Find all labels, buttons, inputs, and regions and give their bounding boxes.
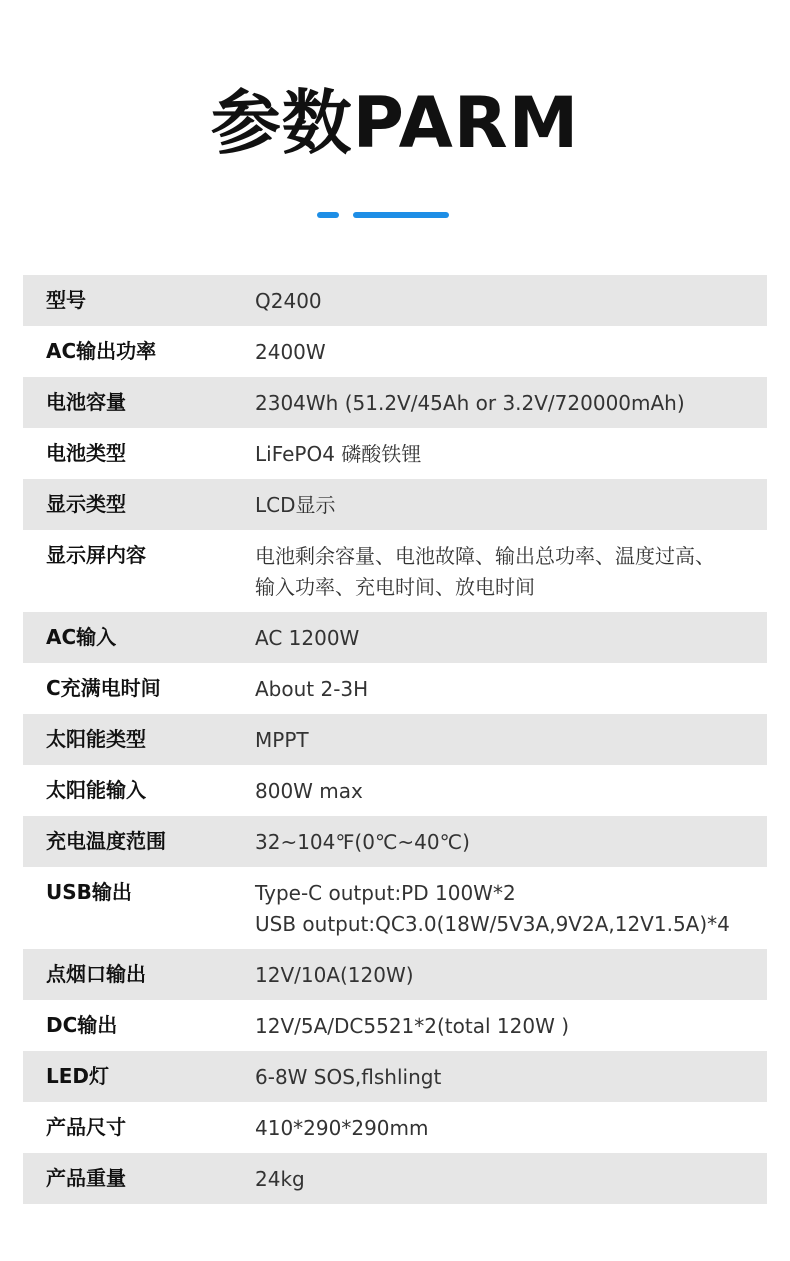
spec-row [23, 326, 767, 377]
spec-row [23, 714, 767, 765]
title-accent-long [353, 212, 449, 218]
spec-row [23, 816, 767, 867]
title-accent-short [317, 212, 339, 218]
spec-row [23, 1102, 767, 1153]
spec-label: 太阳能输入 [46, 778, 146, 802]
spec-value [255, 337, 767, 368]
spec-row [23, 479, 767, 530]
spec-label: DC输出 [46, 1013, 118, 1037]
spec-label: USB输出 [46, 880, 132, 904]
spec-value-line: LCD显示 [255, 493, 336, 517]
spec-value [255, 1011, 767, 1042]
spec-row [23, 530, 767, 612]
page-title: 参数PARM [210, 82, 580, 164]
spec-value-line: 输入功率、充电时间、放电时间 [255, 575, 535, 599]
spec-label: 太阳能类型 [46, 727, 146, 751]
spec-value [255, 960, 767, 991]
spec-row [23, 867, 767, 949]
spec-value [255, 388, 767, 419]
spec-value [255, 490, 767, 521]
spec-value [255, 623, 767, 654]
spec-value-line: MPPT [255, 728, 309, 752]
spec-label: 产品尺寸 [46, 1115, 126, 1139]
spec-label: C充满电时间 [46, 676, 161, 700]
spec-value [255, 439, 767, 470]
spec-value-line: 410*290*290mm [255, 1116, 429, 1140]
spec-label: 充电温度范围 [46, 829, 166, 853]
spec-label: 电池容量 [46, 390, 126, 414]
spec-value-line: 12V/5A/DC5521*2(total 120W ) [255, 1014, 570, 1038]
spec-row [23, 377, 767, 428]
spec-row [23, 1153, 767, 1204]
spec-value [255, 1164, 767, 1195]
spec-value-line: 12V/10A(120W) [255, 963, 414, 987]
spec-value [255, 1062, 767, 1093]
spec-label: 产品重量 [46, 1166, 126, 1190]
spec-label: 显示类型 [46, 492, 126, 516]
spec-row [23, 949, 767, 1000]
spec-row [23, 1051, 767, 1102]
spec-value-line: 6-8W SOS,flshlingt [255, 1065, 442, 1089]
spec-value-line: 32~104℉(0℃~40℃) [255, 830, 470, 854]
spec-value [255, 725, 767, 756]
spec-row [23, 663, 767, 714]
spec-label: AC输出功率 [46, 339, 157, 363]
spec-value-line: 24kg [255, 1167, 305, 1191]
spec-row [23, 275, 767, 326]
spec-value-line: USB output:QC3.0(18W/5V3A,9V2A,12V1.5A)*4 [255, 912, 730, 936]
spec-label: 电池类型 [46, 441, 126, 465]
spec-value [255, 827, 767, 858]
spec-value [255, 776, 767, 807]
spec-label: 型号 [46, 288, 86, 312]
spec-label: 点烟口输出 [46, 962, 146, 986]
spec-value-line: Type-C output:PD 100W*2 [255, 881, 516, 905]
spec-table [23, 275, 767, 1204]
spec-value-line: LiFePO4 磷酸铁锂 [255, 442, 422, 466]
spec-label: AC输入 [46, 625, 117, 649]
spec-value [255, 541, 767, 603]
spec-row [23, 612, 767, 663]
spec-value [255, 286, 767, 317]
spec-value-line: 2400W [255, 340, 326, 364]
spec-value [255, 674, 767, 705]
spec-value [255, 878, 767, 940]
spec-value-line: 800W max [255, 779, 363, 803]
spec-label: LED灯 [46, 1064, 110, 1088]
spec-value-line: Q2400 [255, 289, 322, 313]
spec-value-line: 电池剩余容量、电池故障、输出总功率、温度过高、 [255, 544, 715, 568]
spec-row [23, 428, 767, 479]
spec-value-line: AC 1200W [255, 626, 360, 650]
spec-value-line: About 2-3H [255, 677, 369, 701]
spec-row [23, 1000, 767, 1051]
spec-value [255, 1113, 767, 1144]
spec-row [23, 765, 767, 816]
spec-value-line: 2304Wh (51.2V/45Ah or 3.2V/720000mAh) [255, 391, 685, 415]
spec-label: 显示屏内容 [46, 543, 146, 567]
